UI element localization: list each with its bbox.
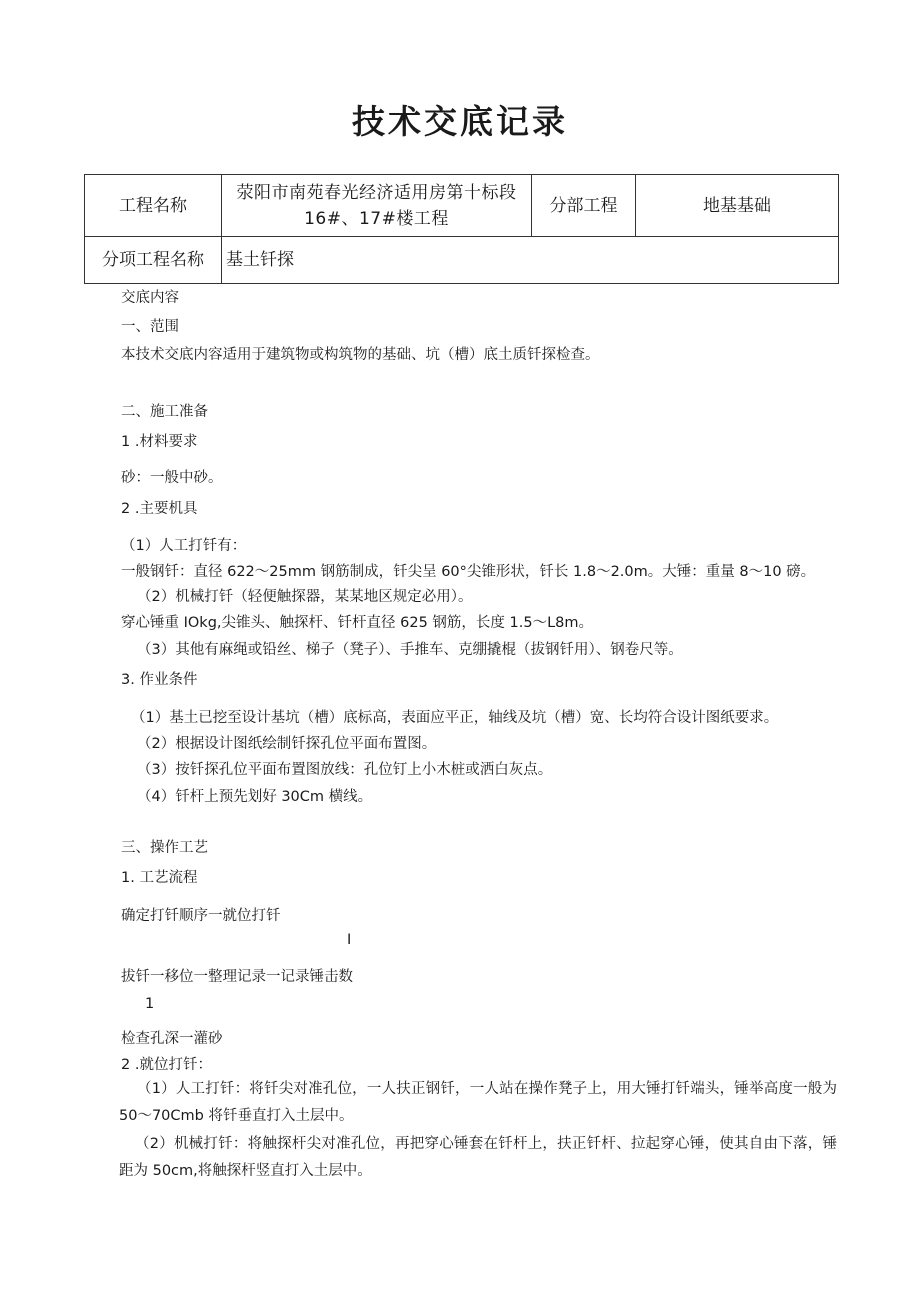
section-2-title: 二、施工准备: [121, 404, 208, 420]
content-heading: 交底内容: [121, 290, 179, 306]
conditions-item-1: （1）基土已挖至设计基坑（槽）底标高，表面应平正，轴线及坑（槽）宽、长均符合设计图纸要求。: [131, 710, 779, 726]
positioning-heading: 2 .就位打钎：: [121, 1057, 212, 1073]
tools-heading: 2 .主要机具: [121, 501, 198, 517]
process-flow-step-2: 拔钎一移位一整理记录一记录锤击数: [121, 969, 353, 985]
division-value: 地基基础: [636, 175, 839, 237]
tools-item-3: （3）其他有麻绳或铅丝、梯子（凳子）、手推车、克绷撬棍（拔钢钎用）、钢卷尺等。: [137, 642, 683, 658]
process-flow-step-1: 确定打钎顺序一就位打钎: [121, 908, 281, 924]
tools-item-1: （1）人工打钎有：: [121, 538, 247, 554]
tools-item-2: （2）机械打钎（轻便触探器，某某地区规定必用）。: [137, 589, 473, 605]
project-name-label: 工程名称: [85, 175, 222, 237]
process-flow-arrow-2: 1: [145, 996, 155, 1012]
conditions-item-3: （3）按钎探孔位平面布置图放线：孔位钉上小木桩或洒白灰点。: [137, 762, 553, 778]
tools-item-2-detail: 穿心锤重 IOkg,尖锥头、触探杆、钎杆直径 625 钢筋，长度 1.5～L8m。: [121, 615, 593, 631]
process-flow-arrow-1: I: [347, 932, 352, 948]
division-label: 分部工程: [532, 175, 636, 237]
subitem-value: 基土钎探: [222, 237, 839, 284]
document-title: 技术交底记录: [352, 102, 568, 141]
process-flow-heading: 1. 工艺流程: [121, 870, 198, 886]
materials-text: 砂：一般中砂。: [121, 470, 223, 486]
section-3-title: 三、操作工艺: [121, 840, 208, 856]
conditions-heading: 3. 作业条件: [121, 672, 198, 688]
section-1-text: 本技术交底内容适用于建筑物或构筑物的基础、坑（槽）底土质钎探检查。: [121, 347, 600, 363]
project-name-line1: 荥阳市南苑春光经济适用房第十标段: [236, 182, 517, 203]
project-info-table: [84, 174, 839, 284]
manual-driving-paragraph: （1）人工打钎：将钎尖对准孔位，一人扶正钢钎，一人站在操作凳子上，用大锤打钎端头，锤举高度一般为 50～70Cmb 将钎垂直打入土层中。: [119, 1081, 837, 1124]
tools-item-1-detail: 一般钢钎：直径 622～25mm 钢筋制成，钎尖呈 60°尖锥形状，钎长 1.8～2.0m。大锤：重量 8～10 磅。: [121, 564, 816, 580]
project-name-line2: 16#、17#楼工程: [304, 208, 449, 229]
subitem-label: 分项工程名称: [85, 237, 222, 284]
mechanical-driving-paragraph: （2）机械打钎：将触探杆尖对准孔位，再把穿心锤套在钎杆上，扶正钎杆、拉起穿心锤，使其自由下落，锤距为 50cm,将触探杆竖直打入土层中。: [119, 1136, 837, 1179]
conditions-item-4: （4）钎杆上预先划好 30Cm 横线。: [137, 789, 373, 805]
materials-heading: 1 .材料要求: [121, 434, 198, 450]
project-name-value: [222, 175, 532, 237]
conditions-item-2: （2）根据设计图纸绘制钎探孔位平面布置图。: [137, 736, 437, 752]
process-flow-step-3: 检查孔深一灌砂: [121, 1031, 223, 1047]
section-1-title: 一、范围: [121, 319, 179, 335]
